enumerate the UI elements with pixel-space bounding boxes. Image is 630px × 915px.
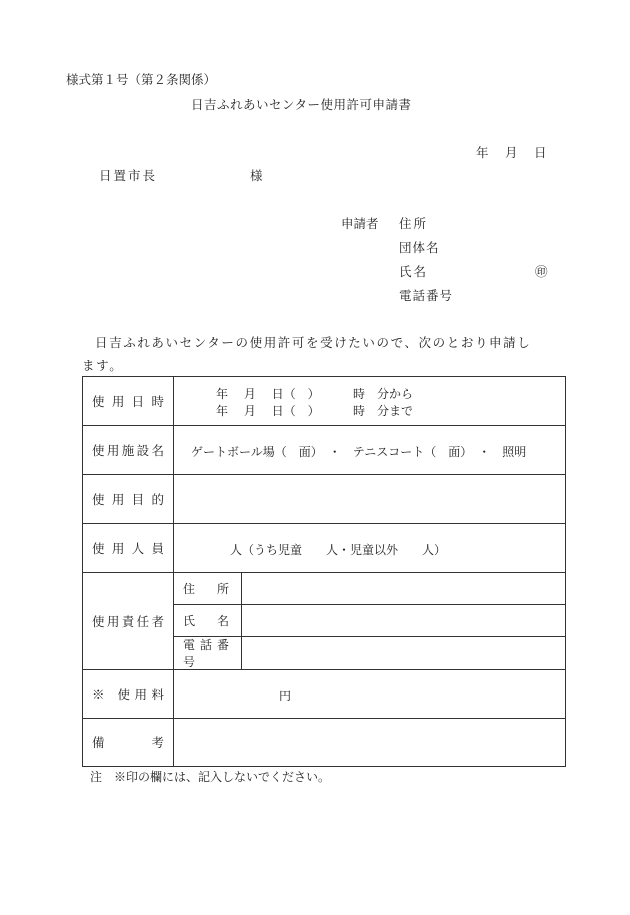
applicant-label: 申請者 bbox=[341, 216, 379, 231]
manager-address-label: 住所 bbox=[183, 581, 229, 596]
remarks-label: 備考 bbox=[92, 735, 164, 750]
addressee: 日置市長 bbox=[99, 168, 158, 183]
honorific: 様 bbox=[250, 168, 263, 183]
applicant-address-label: 住所 bbox=[399, 216, 429, 231]
applicant-group-label: 団体名 bbox=[399, 240, 440, 255]
purpose-label: 使用目的 bbox=[92, 491, 164, 507]
applicant-name-label: 氏名 bbox=[399, 264, 429, 279]
fee-unit: 円 bbox=[279, 689, 292, 703]
usage-date-end[interactable]: 年 月 日（ ） bbox=[216, 404, 320, 418]
application-form-table bbox=[82, 376, 566, 767]
manager-name-label: 氏名 bbox=[183, 613, 229, 628]
date-line: 年 月 日 bbox=[476, 145, 547, 160]
fee-label: ※ 使用料 bbox=[92, 686, 164, 702]
facility-options[interactable]: ゲートボール場（ 面） ・ テニスコート（ 面） ・ 照明 bbox=[191, 445, 527, 459]
seal-mark-icon: ㊞ bbox=[535, 264, 548, 279]
manager-phone-label: 電話番号 bbox=[183, 637, 229, 669]
form-number: 様式第１号（第２条関係） bbox=[66, 72, 217, 87]
document-title: 日吉ふれあいセンター使用許可申請書 bbox=[191, 97, 412, 112]
sub-column-divider bbox=[241, 572, 242, 669]
usage-time-start[interactable]: 時 分から bbox=[353, 387, 414, 401]
facility-label: 使用施設名 bbox=[92, 442, 164, 458]
applicant-phone-label: 電話番号 bbox=[399, 288, 454, 303]
usage-date-label: 使用日時 bbox=[92, 394, 164, 409]
body-text-line2: ます。 bbox=[82, 358, 124, 373]
usage-date-start[interactable]: 年 月 日（ ） bbox=[216, 387, 320, 401]
footnote: 注 ※印の欄には、記入しないでください。 bbox=[90, 770, 331, 784]
people-count-label: 使用人員 bbox=[92, 540, 164, 556]
manager-label: 使用責任者 bbox=[92, 613, 164, 629]
people-count-field[interactable]: 人（うち児童 人・児童以外 人） bbox=[230, 543, 447, 557]
body-text-line1: 日吉ふれあいセンターの使用許可を受けたいので、次のとおり申請し bbox=[95, 335, 532, 350]
usage-time-end[interactable]: 時 分まで bbox=[353, 404, 414, 418]
